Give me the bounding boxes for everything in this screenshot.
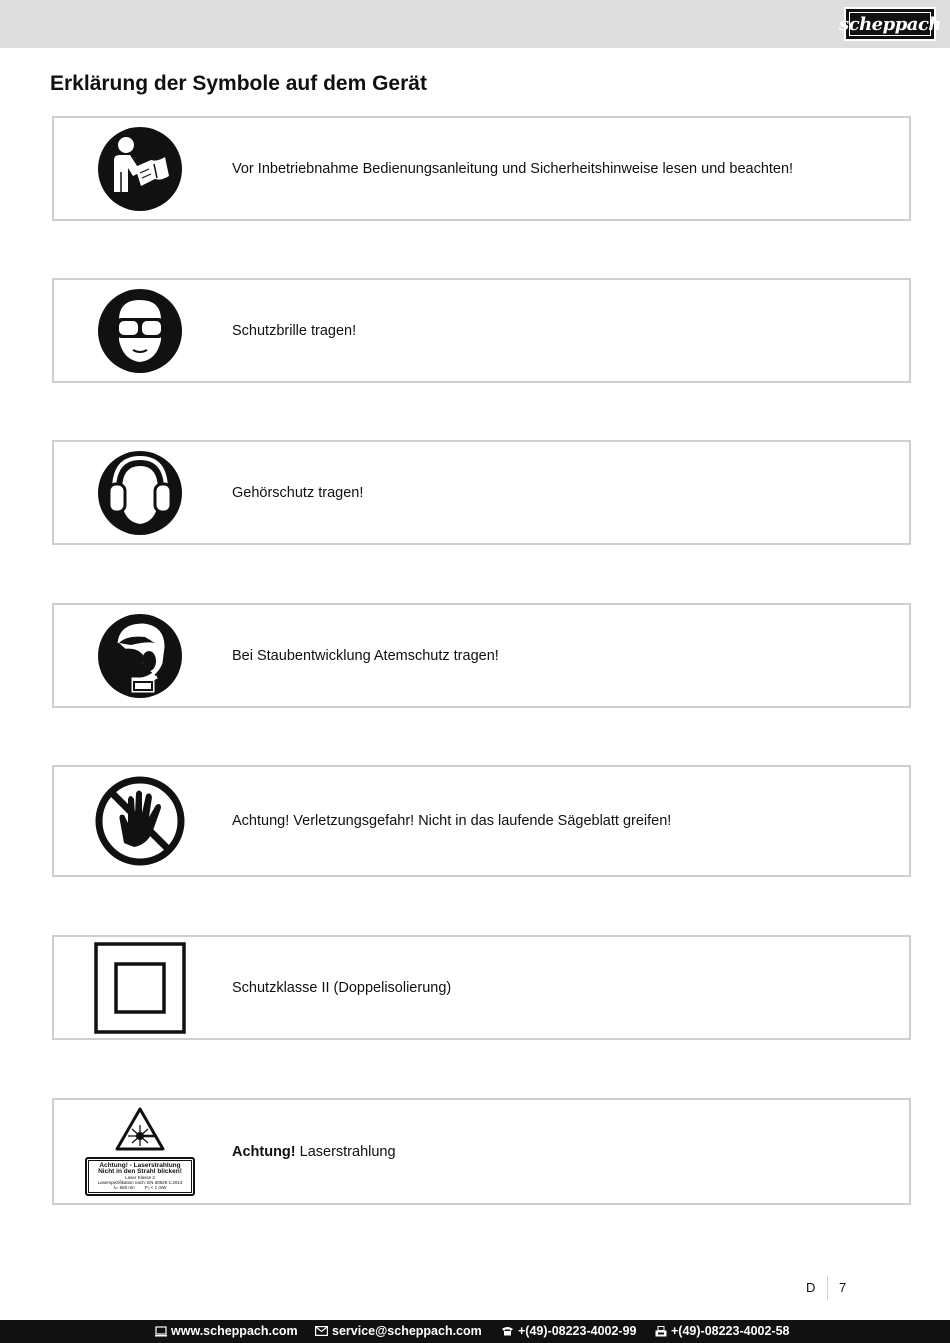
laser-triangle-icon bbox=[115, 1107, 165, 1151]
symbol-row-safety-goggles bbox=[52, 278, 911, 383]
footer-email[interactable] bbox=[315, 1324, 482, 1338]
fax-icon bbox=[655, 1326, 667, 1337]
symbol-text: Gehörschutz tragen! bbox=[232, 484, 364, 501]
symbol-text bbox=[232, 1100, 899, 1203]
symbol-row-read-manual bbox=[52, 116, 911, 221]
symbol-text-rest: Laserstrahlung bbox=[299, 1143, 396, 1160]
symbol-text: Vor Inbetriebnahme Bedienungsanleitung und Sicherheitshinweise lesen und beachten! bbox=[232, 160, 794, 177]
laser-label-line1: Achtung! - Laserstrahlung bbox=[99, 1161, 181, 1169]
safety-goggles-icon bbox=[92, 280, 187, 381]
symbol-row-ear-protection bbox=[52, 440, 911, 545]
footer-web-text: www.scheppach.com bbox=[171, 1324, 298, 1338]
footer-phone-text: +(49)-08223-4002-99 bbox=[518, 1324, 637, 1338]
footer-email-text: service@scheppach.com bbox=[332, 1324, 482, 1338]
ear-protection-icon bbox=[92, 442, 187, 543]
footer-fax[interactable] bbox=[655, 1324, 790, 1338]
footer-bar bbox=[0, 1320, 950, 1343]
symbol-text-bold: Achtung! bbox=[232, 1143, 296, 1160]
laser-label-wavelength: λ= 650 nm bbox=[113, 1184, 135, 1190]
footer-web[interactable] bbox=[155, 1324, 298, 1338]
page-title: Erklärung der Symbole auf dem Gerät bbox=[50, 72, 427, 95]
symbol-row-laser bbox=[52, 1098, 911, 1205]
laser-label bbox=[85, 1157, 195, 1197]
symbol-row-no-hand bbox=[52, 765, 911, 877]
page-number: 7 bbox=[839, 1280, 847, 1295]
read-manual-icon bbox=[92, 118, 187, 219]
mail-icon bbox=[315, 1326, 328, 1336]
protection-class-ii-icon bbox=[92, 937, 187, 1038]
footer-fax-text: +(49)-08223-4002-58 bbox=[671, 1324, 790, 1338]
symbol-row-respirator bbox=[52, 603, 911, 708]
brand-logo bbox=[839, 7, 942, 41]
laser-label-power: P₀ < 1 mW bbox=[144, 1184, 167, 1190]
symbol-text: Schutzbrille tragen! bbox=[232, 322, 357, 339]
header-bar bbox=[0, 0, 950, 48]
page-number-divider bbox=[827, 1276, 828, 1300]
symbol-row-protection-class bbox=[52, 935, 911, 1040]
phone-icon bbox=[501, 1326, 514, 1336]
no-hand-icon bbox=[92, 767, 187, 875]
laser-label-line4: Laserspezifikation nach: EN 60825-1:2014 bbox=[97, 1179, 183, 1185]
computer-icon bbox=[155, 1326, 167, 1337]
footer-phone[interactable] bbox=[501, 1324, 637, 1338]
respirator-icon bbox=[92, 605, 187, 706]
laser-label-line3: Laser Klasse 2 bbox=[125, 1175, 155, 1181]
symbol-text: Schutzklasse II (Doppelisolierung) bbox=[232, 979, 452, 996]
laser-label-line2: Nicht in den Strahl blicken! bbox=[98, 1168, 182, 1176]
brand-logo-text: scheppach bbox=[839, 13, 942, 35]
symbol-text: Bei Staubentwicklung Atemschutz tragen! bbox=[232, 647, 499, 664]
page-language: D bbox=[806, 1280, 816, 1295]
laser-warning-icon bbox=[82, 1100, 198, 1203]
symbol-text: Achtung! Verletzungsgefahr! Nicht in das laufende Sägeblatt greifen! bbox=[232, 813, 672, 829]
